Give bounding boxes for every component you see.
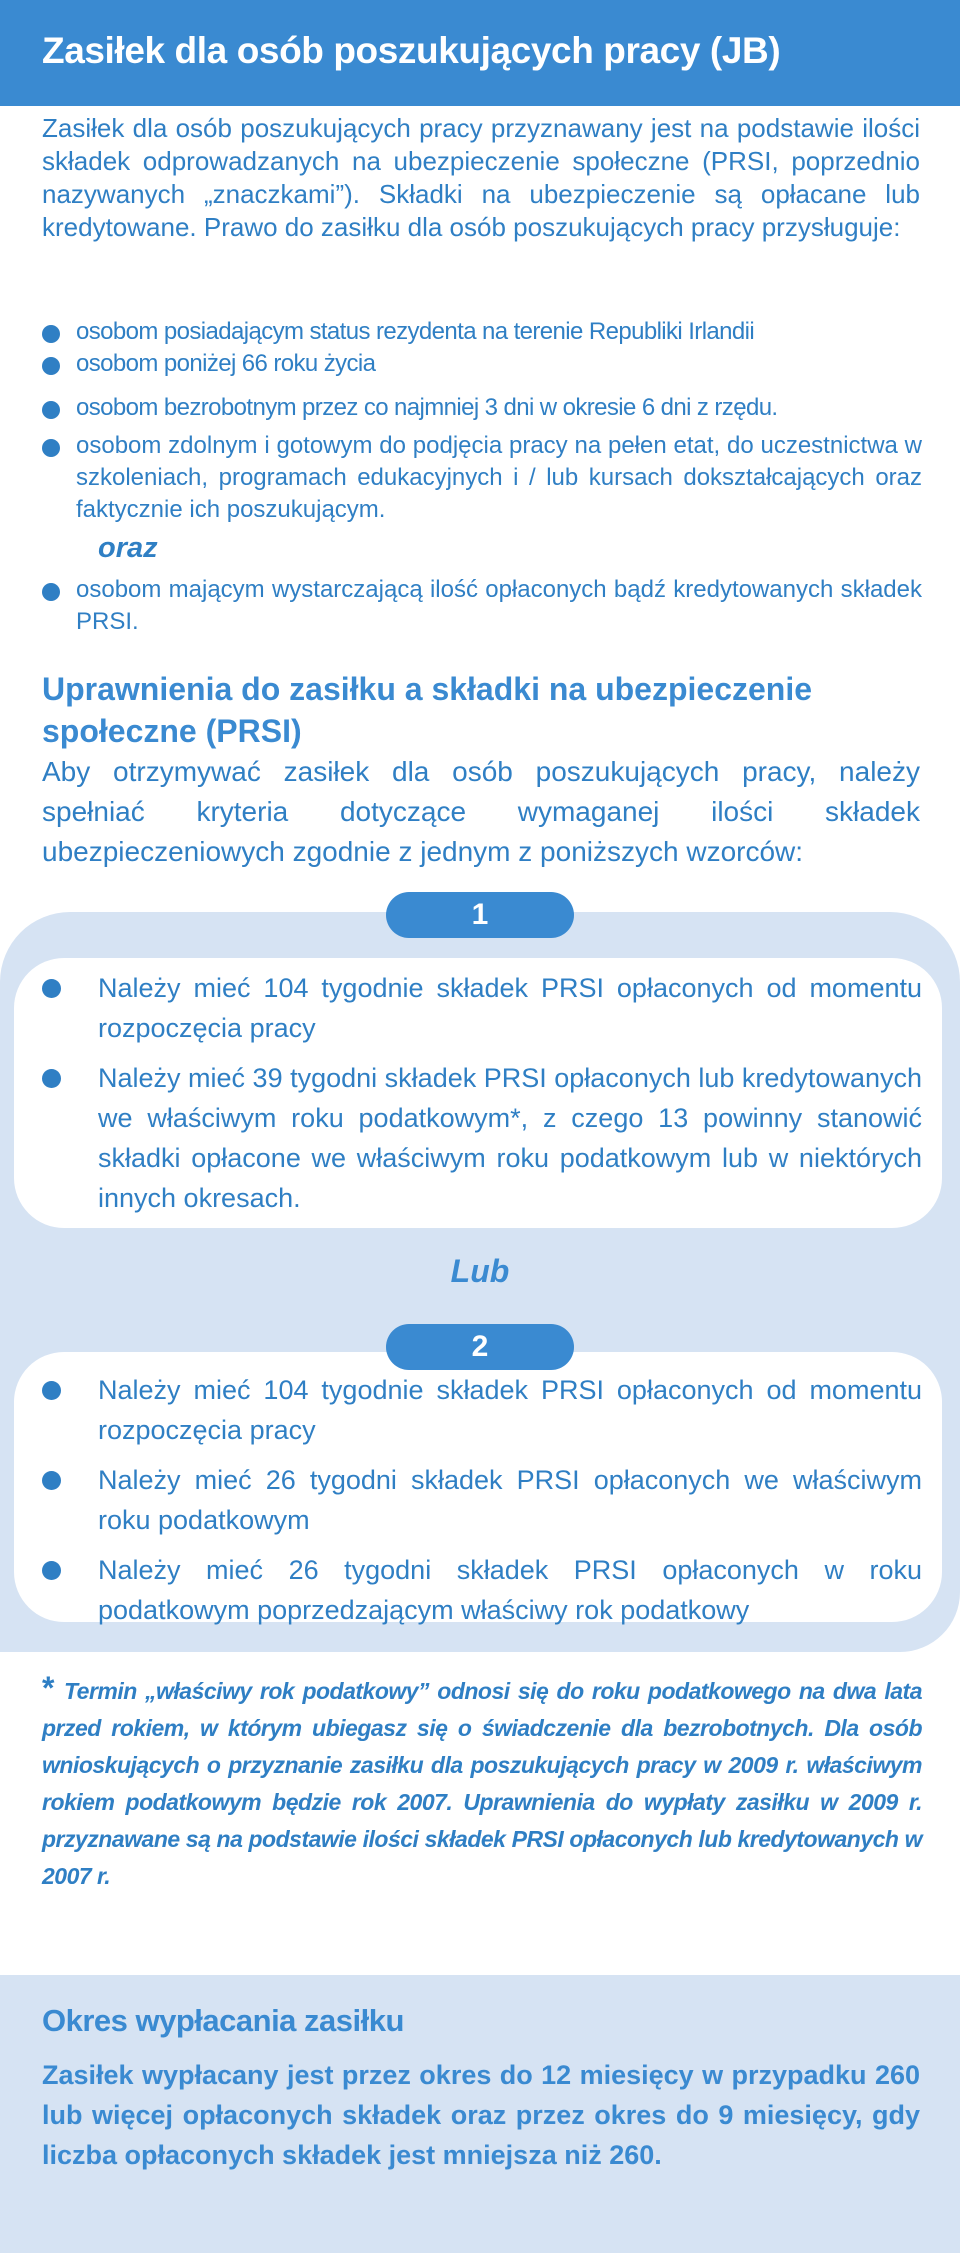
eligibility-list — [42, 316, 922, 526]
list-item-text: osobom posiadającym status rezydenta na terenie Republiki Irlandii — [76, 318, 755, 345]
bullet-icon — [42, 1381, 61, 1400]
bullet-icon — [42, 401, 60, 419]
title-bar — [0, 0, 960, 106]
page-title: Zasiłek dla osób poszukujących pracy (JB) — [42, 30, 781, 71]
bullet-icon — [42, 583, 60, 601]
list-item — [42, 392, 922, 424]
period-heading: Okres wypłacania zasiłku — [42, 2003, 404, 2038]
list-item-text: Należy mieć 26 tygodni składek PRSI opłaconych we właściwym roku podatkowym — [98, 1465, 922, 1535]
period-section — [0, 1975, 960, 2253]
oraz-label: oraz — [98, 532, 158, 564]
list-item-text: Należy mieć 39 tygodni składek PRSI opłaconych lub kredytowanych we właściwym roku podatkowym*, z czego 13 powinny stanowić składki opłacone we właściwym roku podatkowym lub w niektórych innych okresach. — [98, 1063, 922, 1213]
list-item-text: osobom zdolnym i gotowym do podjęcia pracy na pełen etat, do uczestnictwa w szkoleniach, programach edukacyjnych i / lub kursach dokształcających oraz faktycznie ich poszukującym. — [76, 432, 922, 523]
bullet-icon — [42, 325, 60, 343]
list-item-text: osobom poniżej 66 roku życia — [76, 350, 376, 377]
option-1-badge: 1 — [386, 892, 574, 938]
option-1-list — [42, 968, 922, 1228]
list-item — [42, 968, 922, 1048]
list-item-text: Należy mieć 104 tygodnie składek PRSI opłaconych od momentu rozpoczęcia pracy — [98, 1375, 922, 1445]
list-item — [42, 1550, 922, 1630]
or-label: Lub — [450, 1253, 510, 1289]
list-item — [42, 1058, 922, 1218]
option-2-list — [42, 1370, 922, 1640]
list-item — [42, 574, 922, 638]
eligibility-extra-list — [42, 574, 922, 638]
option-2-badge: 2 — [386, 1324, 574, 1370]
footnote-asterisk: * — [42, 1670, 54, 1706]
section-heading: Uprawnienia do zasiłku a składki na ubezpieczenie społeczne (PRSI) — [42, 671, 813, 749]
bullet-icon — [42, 1471, 61, 1490]
footnote-text: Termin „właściwy rok podatkowy” odnosi się do roku podatkowego na dwa lata przed rokiem, w którym ubiegasz się o świadczenie dla bezrobotnych. Dla osób wnioskujących o przyznanie zasiłku dla poszukujących pracy w 2009 r. właściwym rokiem podatkowym będzie rok 2007. Uprawnienia do wypłaty zasiłku w 2009 r. przyznawane są na podstawie ilości składek PRSI opłaconych lub kredytowanych w 2007 r. — [42, 1678, 922, 1889]
bullet-icon — [42, 979, 61, 998]
list-item-text: osobom mającym wystarczającą ilość opłaconych bądź kredytowanych składek PRSI. — [76, 576, 922, 635]
list-item-text: Należy mieć 104 tygodnie składek PRSI opłaconych od momentu rozpoczęcia pracy — [98, 973, 922, 1043]
list-item — [42, 1370, 922, 1450]
list-item — [42, 316, 922, 348]
bullet-icon — [42, 1069, 61, 1088]
list-item-text: Należy mieć 26 tygodni składek PRSI opłaconych w roku podatkowym poprzedzającym właściwy rok podatkowy — [98, 1555, 922, 1625]
period-text: Zasiłek wypłacany jest przez okres do 12 miesięcy w przypadku 260 lub więcej opłaconych składek oraz przez okres do 9 miesięcy, gdy liczba opłaconych składek jest mniejsza niż 260. — [42, 2060, 920, 2170]
list-item — [42, 1460, 922, 1540]
list-item — [42, 430, 922, 526]
list-item — [42, 348, 922, 380]
section-paragraph: Aby otrzymywać zasiłek dla osób poszukujących pracy, należy spełniać kryteria dotyczące wymaganej ilości składek ubezpieczeniowych zgodnie z jednym z poniższych wzorców: — [42, 756, 920, 867]
list-item-text: osobom bezrobotnym przez co najmniej 3 dni w okresie 6 dni z rzędu. — [76, 394, 778, 421]
intro-paragraph: Zasiłek dla osób poszukujących pracy przyznawany jest na podstawie ilości składek odprowadzanych na ubezpieczenie społeczne (PRSI, poprzednio nazywanych „znaczkami”). Składki na ubezpieczenie są opłacane lub kredytowane. Prawo do zasiłku dla osób poszukujących pracy przysługuje: — [42, 113, 920, 242]
bullet-icon — [42, 439, 60, 457]
footnote — [42, 1670, 922, 1895]
bullet-icon — [42, 1561, 61, 1580]
bullet-icon — [42, 357, 60, 375]
